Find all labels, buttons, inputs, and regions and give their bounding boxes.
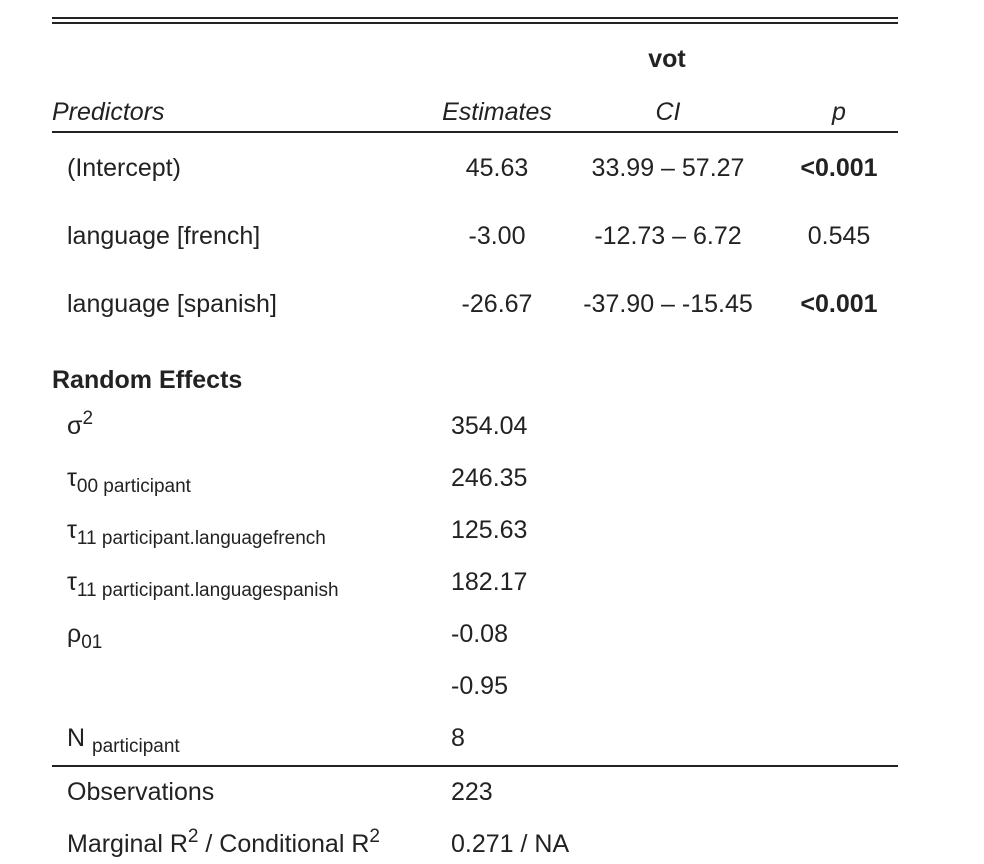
random-effect-label: N $_{participant}$ <box>67 724 180 757</box>
header-rule <box>52 131 898 133</box>
random-effect-label: $\tau_{11 participant.languagespanish}$ <box>67 568 339 601</box>
random-effect-value: -0.95 <box>451 672 508 700</box>
header-estimates: Estimates <box>442 98 552 126</box>
r2-label: Marginal $R^2$ / Conditional $R^2$ <box>67 826 380 858</box>
dependent-variable-header: vot <box>648 45 686 73</box>
predictor-label: (Intercept) <box>67 154 181 182</box>
observations-value: 223 <box>451 778 493 806</box>
random-effect-label: $\rho_{01}$ <box>67 620 103 653</box>
p-value: 0.545 <box>807 222 871 250</box>
observations-label: Observations <box>67 778 215 806</box>
header-predictors: Predictors <box>52 98 165 126</box>
random-effect-value: -0.08 <box>451 620 508 648</box>
predictor-label: language [french] <box>67 222 261 250</box>
random-effect-label: $\tau_{11 participant.languagefrench}$ <box>67 516 326 549</box>
random-effect-value: 246.35 <box>451 464 528 492</box>
random-effects-heading: Random Effects <box>52 366 243 394</box>
header-ci: CI <box>655 98 681 126</box>
table-top-rule <box>52 17 898 24</box>
estimate-value: -3.00 <box>468 222 526 250</box>
random-effect-value: 354.04 <box>451 412 528 440</box>
random-effect-value: 8 <box>451 724 465 752</box>
header-p: p <box>832 98 846 126</box>
p-value: <0.001 <box>800 290 878 318</box>
random-effect-label: $\sigma^2$ <box>67 408 94 440</box>
r2-value: 0.271 / NA <box>451 830 570 858</box>
estimate-value: -26.67 <box>461 290 533 318</box>
ci-value: -12.73 – 6.72 <box>594 222 742 250</box>
random-effect-value: 182.17 <box>451 568 528 596</box>
summary-rule <box>52 765 898 767</box>
predictor-label: language [spanish] <box>67 290 277 318</box>
p-value: <0.001 <box>800 154 878 182</box>
estimate-value: 45.63 <box>465 154 529 182</box>
random-effect-value: 125.63 <box>451 516 528 544</box>
ci-value: -37.90 – -15.45 <box>583 290 753 318</box>
ci-value: 33.99 – 57.27 <box>591 154 745 182</box>
random-effect-label: $\tau_{00 participant}$ <box>67 464 191 497</box>
